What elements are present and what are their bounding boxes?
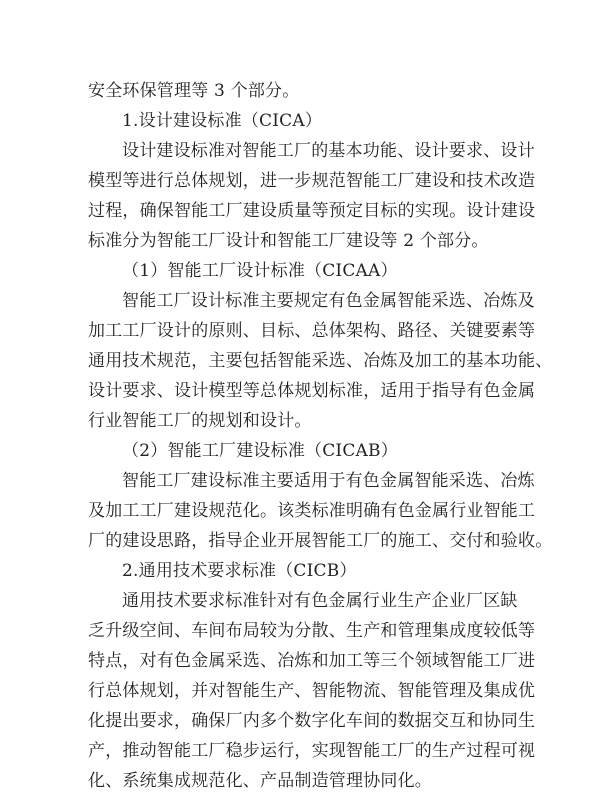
text-line: 模型等进行总体规划，进一步规范智能工厂建设和技术改造 xyxy=(88,171,536,191)
text-line: 行业智能工厂的规划和设计。 xyxy=(88,411,312,431)
text-line: 产，推动智能工厂稳步运行，实现智能工厂的生产过程可视 xyxy=(88,741,536,761)
text-line: 及加工工厂建设规范化。该类标准明确有色金属行业智能工 xyxy=(88,501,536,521)
text-line: 加工工厂设计的原则、目标、总体架构、路径、关键要素等 xyxy=(88,321,536,341)
text-line: 安全环保管理等 3 个部分。 xyxy=(88,81,300,101)
text-line: 化提出要求，确保厂内多个数字化车间的数据交互和协同生 xyxy=(88,711,536,731)
text-line: 通用技术要求标准针对有色金属行业生产企业厂区缺 xyxy=(122,591,518,611)
text-line: 厂的建设思路，指导企业开展智能工厂的施工、交付和验收。 xyxy=(88,531,553,551)
section-heading: 1.设计建设标准（CICA） xyxy=(122,111,323,131)
text-line: 智能工厂设计标准主要规定有色金属智能采选、冶炼及 xyxy=(122,291,535,311)
text-line: 化、系统集成规范化、产品制造管理协同化。 xyxy=(88,771,432,791)
text-line: 行总体规划，并对智能生产、智能物流、智能管理及集成优 xyxy=(88,681,536,701)
subsection-heading: （2）智能工厂建设标准（CICAB） xyxy=(122,441,398,461)
text-line: 特点，对有色金属采选、冶炼和加工等三个领域智能工厂进 xyxy=(88,651,536,671)
text-line: 乏升级空间、车间布局较为分散、生产和管理集成度较低等 xyxy=(88,621,536,641)
text-line: 设计建设标准对智能工厂的基本功能、设计要求、设计 xyxy=(122,141,535,161)
section-heading: 2.通用技术要求标准（CICB） xyxy=(122,561,357,581)
text-line: 过程，确保智能工厂建设质量等预定目标的实现。设计建设 xyxy=(88,201,536,221)
text-line: 设计要求、设计模型等总体规划标准，适用于指导有色金属 xyxy=(88,381,536,401)
text-line: 标准分为智能工厂设计和智能工厂建设等 2 个部分。 xyxy=(88,231,489,251)
text-line: 通用技术规范，主要包括智能采选、冶炼及加工的基本功能、 xyxy=(88,351,553,371)
text-line: 智能工厂建设标准主要适用于有色金属智能采选、冶炼 xyxy=(122,471,535,491)
subsection-heading: （1）智能工厂设计标准（CICAA） xyxy=(122,261,398,281)
